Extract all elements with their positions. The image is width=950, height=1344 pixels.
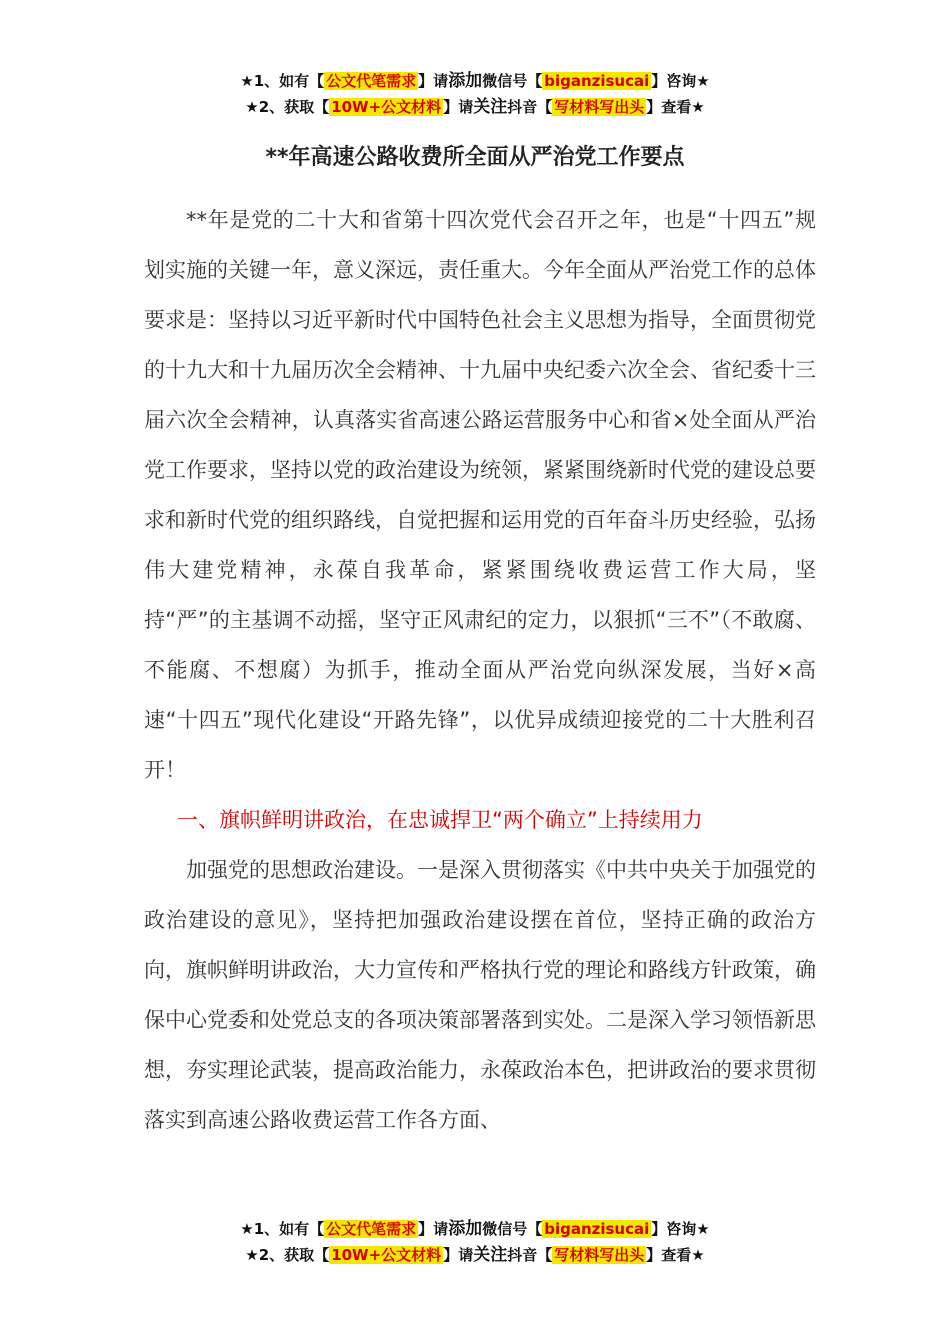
banner-highlight: 写材料写出头 [554,98,645,116]
banner-line-2: ★2、获取【 10W+公文材料 】请关注抖音【 写材料写出头 】查看★ [245,97,705,117]
banner-highlight: biganzisucai [544,1220,650,1238]
footer-banner [0,1216,950,1268]
document-title: **年高速公路收费所全面从严治党工作要点 [265,145,685,170]
banner-line-1: ★1、如有【 公文代笔需求 】请添加微信号【 biganzisucai 】咨询★ [240,1219,710,1239]
intro-paragraph: **年是党的二十大和省第十四次党代会召开之年，也是“十四五”规划实施的关键一年，意义深远，责任重大。今年全面从严治党工作的总体要求是：坚持以习近平新时代中国特色社会主义思想为指导，全面贯彻党的十九大和十九届历次全会精神、十九届中央纪委六次全会、省纪委十三届六次全会精神，认真落实省高速公路运营服务中心和省×处全面从严治党工作要求，坚持以党的政治建设为统领，紧紧围绕新时代党的建设总要求和新时代党的组织路线，自觉把握和运用党的百年奋斗历史经验，弘扬伟大建党精神，永葆自我革命，紧紧围绕收费运营工作大局，坚持“严”的主基调不动摇，坚守正风肃纪的定力，以狠抓“三不”（不敢腐、不能腐、不想腐）为抓手，推动全面从严治党向纵深发展，当好×高速“十四五”现代化建设“开路先锋”，以优异成绩迎接党的二十大胜利召开！ [144,208,816,782]
banner-highlight: 10W+公文材料 [331,1246,442,1264]
banner-highlight: 公文代笔需求 [326,1220,417,1238]
banner-highlight: 公文代笔需求 [326,72,417,90]
banner-line-2: ★2、获取【 10W+公文材料 】请关注抖音【 写材料写出头 】查看★ [245,1245,705,1265]
header-banner [0,68,950,120]
banner-highlight: biganzisucai [544,72,650,90]
section-paragraph: 加强党的思想政治建设。一是深入贯彻落实《中共中央关于加强党的政治建设的意见》，坚持把加强政治建设摆在首位，坚持正确的政治方向，旗帜鲜明讲政治，大力宣传和严格执行党的理论和路线方针政策，确保中心党委和处党总支的各项决策部署落到实处。二是深入学习领悟新思想，夯实理论武装，提高政治能力，永葆政治本色，把讲政治的要求贯彻落实到高速公路收费运营工作各方面、 [144,858,816,1132]
banner-highlight: 10W+公文材料 [331,98,442,116]
banner-line-1: ★1、如有【 公文代笔需求 】请添加微信号【 biganzisucai 】咨询★ [240,71,710,91]
document-body [144,195,816,1145]
banner-highlight: 写材料写出头 [554,1246,645,1264]
section-heading: 一、旗帜鲜明讲政治，在忠诚捍卫“两个确立”上持续用力 [177,808,703,832]
